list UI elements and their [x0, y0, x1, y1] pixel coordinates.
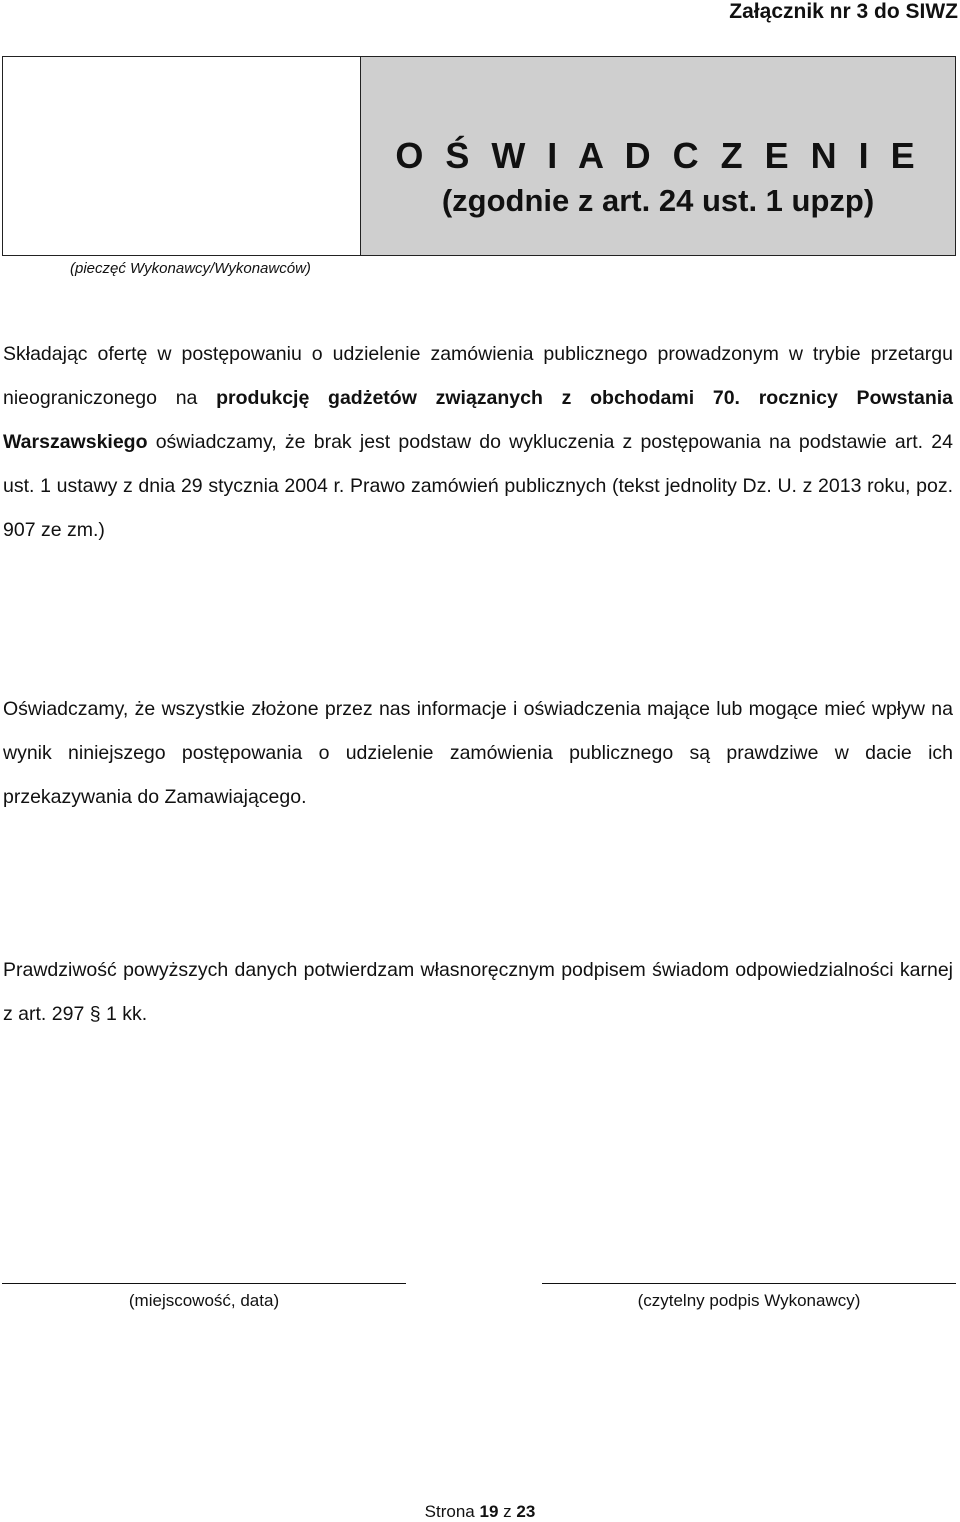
declaration-subtitle: (zgodnie z art. 24 ust. 1 upzp)	[441, 183, 875, 218]
signature-label: (czytelny podpis Wykonawcy)	[637, 1291, 861, 1310]
footer-prefix: Strona	[424, 1502, 475, 1521]
footer-page-total: 23	[516, 1502, 536, 1521]
place-date-line	[2, 1283, 406, 1284]
stamp-box	[2, 56, 360, 256]
paragraph-offer-subject: produkcję gadżetów związanych z obchodami 70. rocznicy Powstania Warszawskiego	[3, 387, 954, 453]
paragraph-truthfulness: Oświadczamy, że wszystkie złożone przez nas informacje i oświadczenia mające lub mogące mieć wpływ na wynik niniejszego postępowania o udzielenie zamówienia publicznego są prawdziwe w dacie ich przekazywania do Zamawiającego.	[3, 698, 953, 808]
paragraph-offer-rest: oświadczamy, że brak jest podstaw do wykluczenia z postępowania na podstawie art. 24 ust. 1 ustawy z dnia 29 stycznia 2004 r. Prawo zamówień publicznych (tekst jednolity Dz. U. z 2013 roku, poz. 907 ze zm.)	[3, 431, 953, 541]
paragraph-offer-intro: Składając ofertę w postępowaniu o udzielenie zamówienia publicznego prowadzonym w trybie przetargu nieograniczonego na	[3, 343, 953, 409]
declaration-title-box	[360, 56, 956, 256]
signature-line	[542, 1283, 956, 1284]
footer-of: z	[503, 1502, 512, 1521]
footer-page-number: 19	[479, 1502, 499, 1521]
paragraph-liability: Prawdziwość powyższych danych potwierdzam własnoręcznym podpisem świadom odpowiedzialności karnej z art. 297 § 1 kk.	[3, 959, 953, 1025]
place-date-label: (miejscowość, data)	[128, 1291, 280, 1310]
declaration-title: O Ś W I A D C Z E N I E	[395, 135, 921, 176]
stamp-caption: (pieczęć Wykonawcy/Wykonawców)	[70, 260, 311, 277]
page-footer	[0, 1502, 960, 1522]
attachment-label: Załącznik nr 3 do SIWZ	[729, 0, 958, 23]
paragraph-offer	[3, 332, 953, 552]
